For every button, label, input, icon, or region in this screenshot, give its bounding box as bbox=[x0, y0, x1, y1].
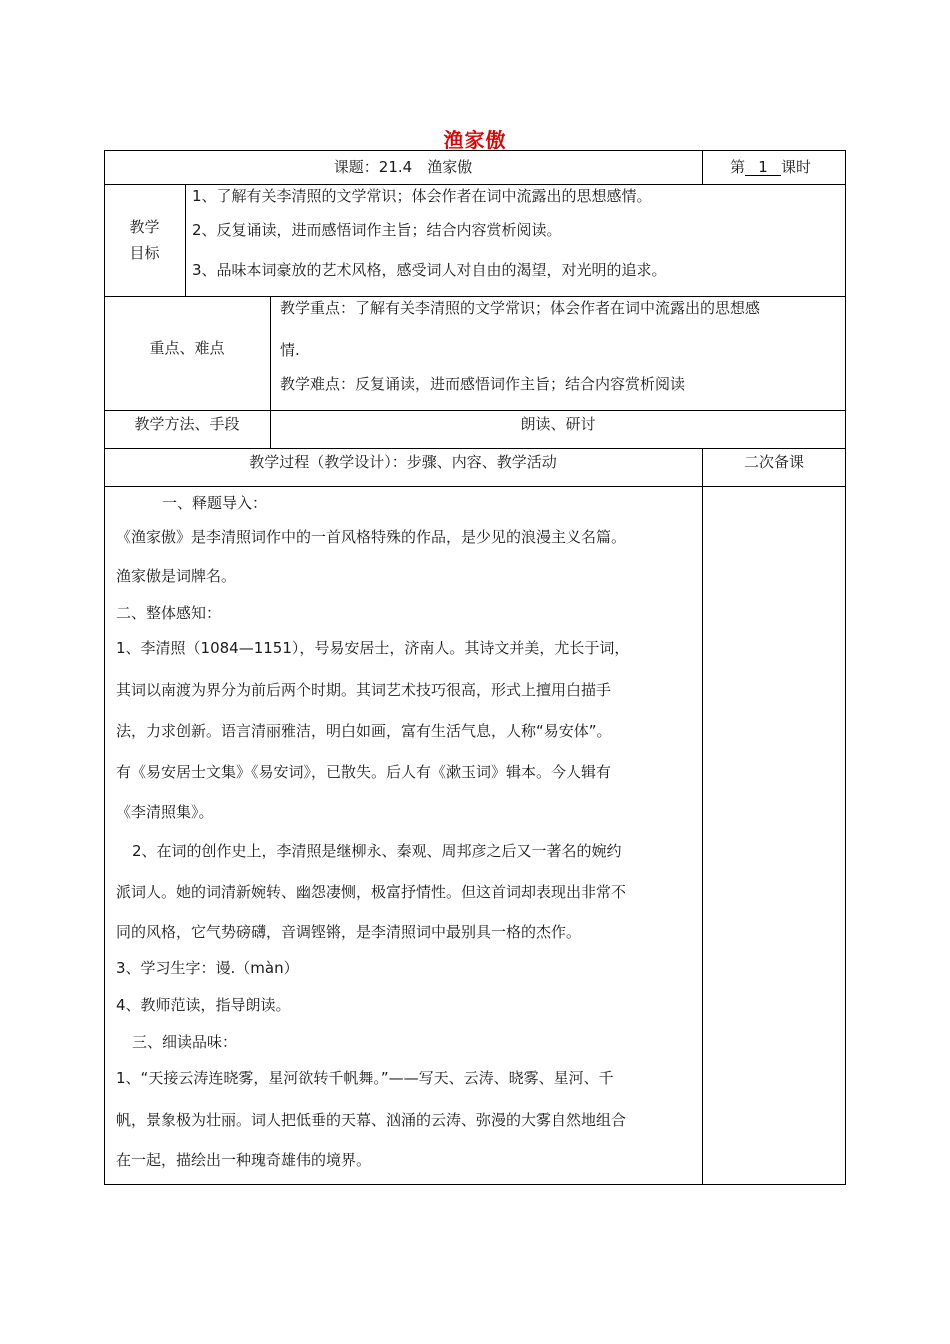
process-line: 三、细读品味： bbox=[132, 1033, 238, 1051]
objective-item: 2、反复诵读，进而感悟词作主旨；结合内容赏析阅读。 bbox=[192, 221, 562, 239]
process-line: 《渔家傲》是李清照词作中的一首风格特殊的作品，是少见的浪漫主义名篇。 bbox=[116, 528, 627, 546]
col-divider bbox=[185, 184, 186, 296]
row-divider bbox=[104, 296, 846, 297]
process-line: 3、学习生字：谩.（màn） bbox=[116, 959, 299, 977]
process-line: 二、整体感知： bbox=[116, 604, 222, 622]
process-line: 帆，景象极为壮丽。词人把低垂的天幕、汹涌的云涛、弥漫的大雾自然地组合 bbox=[116, 1111, 627, 1129]
methods-value: 朗读、研讨 bbox=[520, 415, 596, 433]
methods-label: 教学方法、手段 bbox=[134, 415, 240, 433]
process-line: 有《易安居士文集》《易安词》，已散失。后人有《漱玉词》辑本。今人辑有 bbox=[116, 763, 612, 781]
process-line: 法，力求创新。语言清丽雅洁，明白如画，富有生活气息，人称“易安体”。 bbox=[116, 722, 612, 740]
process-line: 1、李清照（1084—1151），号易安居士，济南人。其诗文并美，尤长于词， bbox=[116, 639, 630, 657]
objectives-label: 目标 bbox=[129, 244, 160, 262]
process-line: 1、“天接云涛连晓雾，星河欲转千帆舞。”——写天、云涛、晓雾、星河、千 bbox=[116, 1069, 614, 1087]
process-line: 《李清照集》。 bbox=[116, 803, 214, 821]
objective-item: 3、品味本词豪放的艺术风格，感受词人对自由的渴望，对光明的追求。 bbox=[192, 261, 667, 279]
process-line: 其词以南渡为界分为前后两个时期。其词艺术技巧很高，形式上擅用白描手 bbox=[116, 681, 612, 699]
col-divider bbox=[702, 150, 703, 184]
row-divider bbox=[104, 184, 846, 185]
process-line: 一、释题导入： bbox=[162, 494, 268, 512]
lesson-topic: 课题：21.4 渔家傲 bbox=[333, 158, 473, 176]
objectives-label: 教学 bbox=[129, 218, 160, 236]
process-header: 教学过程（教学设计）：步骤、内容、教学活动 bbox=[249, 453, 557, 471]
process-line: 4、教师范读，指导朗读。 bbox=[116, 996, 291, 1014]
process-line: 在一起，描绘出一种瑰奇雄伟的境界。 bbox=[116, 1151, 372, 1169]
lesson-period bbox=[730, 157, 811, 177]
teaching-difficulty: 教学难点：反复诵读，进而感悟词作主旨；结合内容赏析阅读 bbox=[280, 375, 686, 393]
teaching-focus: 情. bbox=[280, 341, 300, 359]
period-prefix: 第 bbox=[730, 158, 746, 176]
period-number: 1 bbox=[745, 159, 781, 176]
document-title: 渔家傲 bbox=[443, 128, 507, 152]
process-line: 派词人。她的词清新婉转、幽怨凄恻，极富抒情性。但这首词却表现出非常不 bbox=[116, 883, 627, 901]
process-line: 同的风格，它气势磅礴，音调铿锵，是李清照词中最别具一格的杰作。 bbox=[116, 923, 582, 941]
row-divider bbox=[104, 448, 846, 449]
process-line: 2、在词的创作史上，李清照是继柳永、秦观、周邦彦之后又一著名的婉约 bbox=[132, 842, 622, 860]
process-line: 渔家傲是词牌名。 bbox=[116, 567, 237, 585]
row-divider bbox=[104, 410, 846, 411]
row-divider bbox=[104, 486, 846, 487]
second-prep-header: 二次备课 bbox=[743, 453, 804, 471]
objective-item: 1、了解有关李清照的文学常识；体会作者在词中流露出的思想感情。 bbox=[192, 187, 652, 205]
period-suffix: 课时 bbox=[781, 158, 812, 176]
col-divider bbox=[702, 448, 703, 1185]
teaching-focus: 教学重点：了解有关李清照的文学常识；体会作者在词中流露出的思想感 bbox=[280, 299, 761, 317]
keypoints-label: 重点、难点 bbox=[149, 339, 225, 357]
